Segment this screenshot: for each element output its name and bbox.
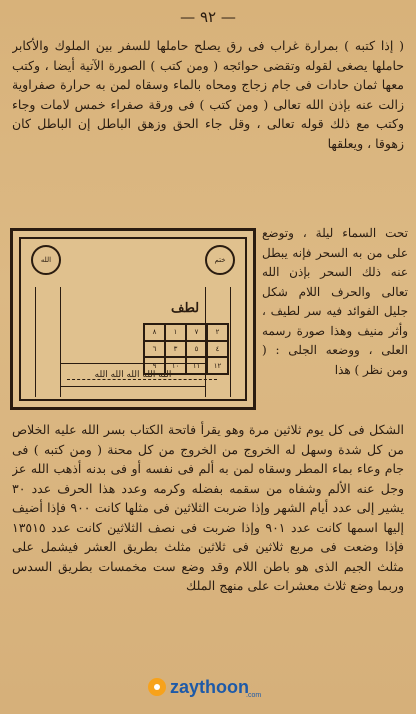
grid-cell: ١١ bbox=[186, 357, 207, 374]
grid-cell: ٥ bbox=[186, 341, 207, 358]
grid-cell: ٤ bbox=[207, 341, 228, 358]
grid-cell: ١٠ bbox=[165, 357, 186, 374]
logo-domain: .com bbox=[246, 692, 262, 699]
bottom-paragraph bbox=[12, 420, 404, 660]
top-paragraph-text: ( إذا كتبه ) بمرارة غراب فى رق يصلح حاملها للسفر بين الملوك والأكابر حاملها يصغى لقوله وتقضى حوائجه ( ومن كتب ) الصورة الآتية أيضا ، وكتب معها ثمان حادات فى جام زجاج ومحاه بالماء وسقاه لمن به حرارة صفراوية زالت عنه بإذن الله تعالى ( ومن كتب ) فى ورقة صفراء خمس لامات وجاء وكتب مع ذلك قوله تعالى ، وقل جاء الحق وزهق الباطل إن الباطل كان زهوقا ، ويعلقها bbox=[12, 38, 404, 151]
grid-cell: ٧ bbox=[186, 324, 207, 341]
zaythoon-logo bbox=[148, 672, 288, 702]
talisman-left-column bbox=[35, 287, 61, 397]
olive-logo-icon bbox=[148, 678, 166, 696]
grid-cell: ١٢ bbox=[207, 357, 228, 374]
grid-cell: ١ bbox=[165, 324, 186, 341]
grid-cell: ٢ bbox=[207, 324, 228, 341]
page-number: — ٩٢ — bbox=[180, 8, 236, 26]
grid-cell: ٨ bbox=[144, 324, 165, 341]
talisman-grid-title: لطف bbox=[171, 301, 200, 316]
side-paragraph bbox=[262, 224, 408, 420]
grid-cell: ٦ bbox=[144, 341, 165, 358]
top-paragraph bbox=[12, 36, 404, 206]
talisman-figure bbox=[10, 228, 256, 410]
grid-cell: ٩ bbox=[144, 357, 165, 374]
grid-cell: ٣ bbox=[165, 341, 186, 358]
side-paragraph-text: تحت السماء ليلة ، وتوضع على من به السحر فإنه يبطل عنه ذلك السحر بإذن الله تعالى والحرف اللام شكل جليل الفوائد فيه سر لطيف ، وأثر منيف وهذا صورة رسمه العلى ، ووضعه الجلى : ( ومن نظر ) هذا bbox=[262, 226, 408, 377]
talisman-inner-frame bbox=[19, 237, 247, 401]
talisman-corner-circle-right: ختم bbox=[205, 245, 235, 275]
bottom-paragraph-text: الشكل فى كل يوم ثلاثين مرة وهو يقرأ فاتحة الكتاب بسر الله عليه الخلاص من كل شدة وسهل له الخروج من الخروج من كل محنة ( ومن كتبه ) فى جام وعاء بماء المطر وسقاه لمن به ألم فى نفسه أو فى بدنه أذهب الله عز وجل عنه الألم وشفاه من سقمه بفضله وكرمه وعدد هذا الحرف عدد ٣٠ يشير إلى عدد أيام الشهر وإذا ضربت الثلاثين فى مثلها كانت ٩٠٠ فإذا أضيف إليها اسمها كانت عدد ٩٠١ وإذا ضربت فى نصف الثلاثين كانت عدد ١٣٥١٥ فإذا وضعت فى مربع ثلاثين فى ثلاثين مثلث بطريق العشر فيشمل على مثلث الجيم الذى هو باطن اللام وقد وضع ست مخمسات بطريق السدس وربما وضع ثلاث معشرات على منهج الملك bbox=[12, 422, 404, 593]
talisman-bottom-row: الله الله الله الله الله bbox=[61, 363, 205, 387]
talisman-corner-circle-left: الله bbox=[31, 245, 61, 275]
logo-wordmark: zaythoon bbox=[170, 677, 249, 697]
